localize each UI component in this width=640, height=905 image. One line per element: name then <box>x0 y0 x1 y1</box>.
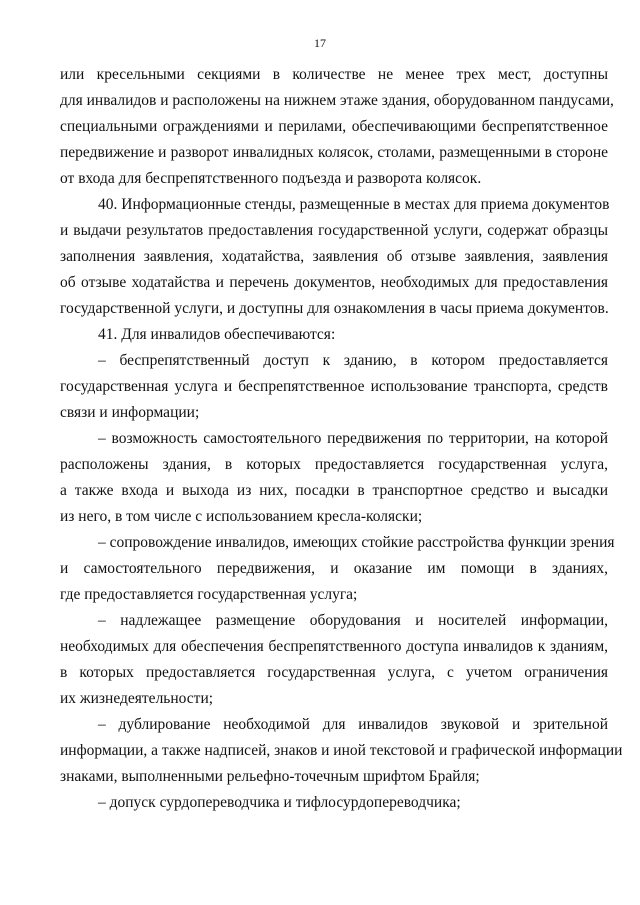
text-line: и выдачи результатов предоставления государственной услуги, содержат образцы <box>60 222 608 239</box>
text-line: государственная услуга и беспрепятственное использование транспорта, средств <box>60 378 608 395</box>
text-line: где предоставляется государственная услуга; <box>60 586 358 603</box>
list-item-access <box>60 348 608 426</box>
text-line: их жизнедеятельности; <box>60 690 214 707</box>
text-line: – надлежащее размещение оборудования и носителей информации, <box>98 612 608 629</box>
text-line: 41. Для инвалидов обеспечиваются: <box>98 326 336 343</box>
text-line: для инвалидов и расположены на нижнем этаже здания, оборудованном пандусами, <box>60 92 614 109</box>
text-line: в которых предоставляется государственная услуга, с учетом ограничения <box>60 664 608 681</box>
document-body <box>60 62 623 816</box>
text-line: из него, в том числе с использованием кресла-коляски; <box>60 508 423 525</box>
paragraph-continuation <box>60 62 614 192</box>
text-line: государственной услуги, и доступны для ознакомления в часы приема документов. <box>60 300 609 317</box>
list-item-movement <box>60 426 608 530</box>
text-line: специальными ограждениями и перилами, обеспечивающими беспрепятственное <box>60 118 608 135</box>
text-line: информации, а также надписей, знаков и иной текстовой и графической информации <box>60 742 623 759</box>
list-item-equipment <box>60 608 608 712</box>
text-line: связи и информации; <box>60 404 200 421</box>
text-line: знаками, выполненными рельефно-точечным шрифтом Брайля; <box>60 768 480 785</box>
list-item-escort <box>60 530 615 608</box>
text-line: заполнения заявления, ходатайства, заявления об отзыве заявления, заявления <box>60 248 608 265</box>
text-line: – допуск сурдопереводчика и тифлосурдопереводчика; <box>98 794 461 811</box>
text-line: об отзыве ходатайства и перечень документов, необходимых для предоставления <box>60 274 608 291</box>
text-line: – сопровождение инвалидов, имеющих стойкие расстройства функции зрения <box>98 534 615 551</box>
text-line: от входа для беспрепятственного подъезда и разворота колясок. <box>60 170 482 187</box>
text-line: необходимых для обеспечения беспрепятственного доступа инвалидов к зданиям, <box>60 638 608 655</box>
list-item-interpreter <box>60 790 608 816</box>
page-number: 17 <box>314 36 326 50</box>
text-line: а также входа и выхода из них, посадки в транспортное средство и высадки <box>60 482 608 499</box>
text-line: или кресельными секциями в количестве не менее трех мест, доступны <box>60 66 608 83</box>
text-line: – возможность самостоятельного передвижения по территории, на которой <box>98 430 608 447</box>
list-item-braille <box>60 712 623 790</box>
text-line: 40. Информационные стенды, размещенные в местах для приема документов <box>98 196 610 213</box>
text-line: и самостоятельного передвижения, и оказание им помощи в зданиях, <box>60 560 608 577</box>
text-line: – дублирование необходимой для инвалидов звуковой и зрительной <box>98 716 608 733</box>
text-line: передвижение и разворот инвалидных колясок, столами, размещенными в стороне <box>60 144 608 161</box>
paragraph-item-41 <box>60 322 608 348</box>
text-line: – беспрепятственный доступ к зданию, в котором предоставляется <box>98 352 608 369</box>
paragraph-item-40 <box>60 192 608 322</box>
text-line: расположены здания, в которых предоставляется государственная услуга, <box>60 456 608 473</box>
